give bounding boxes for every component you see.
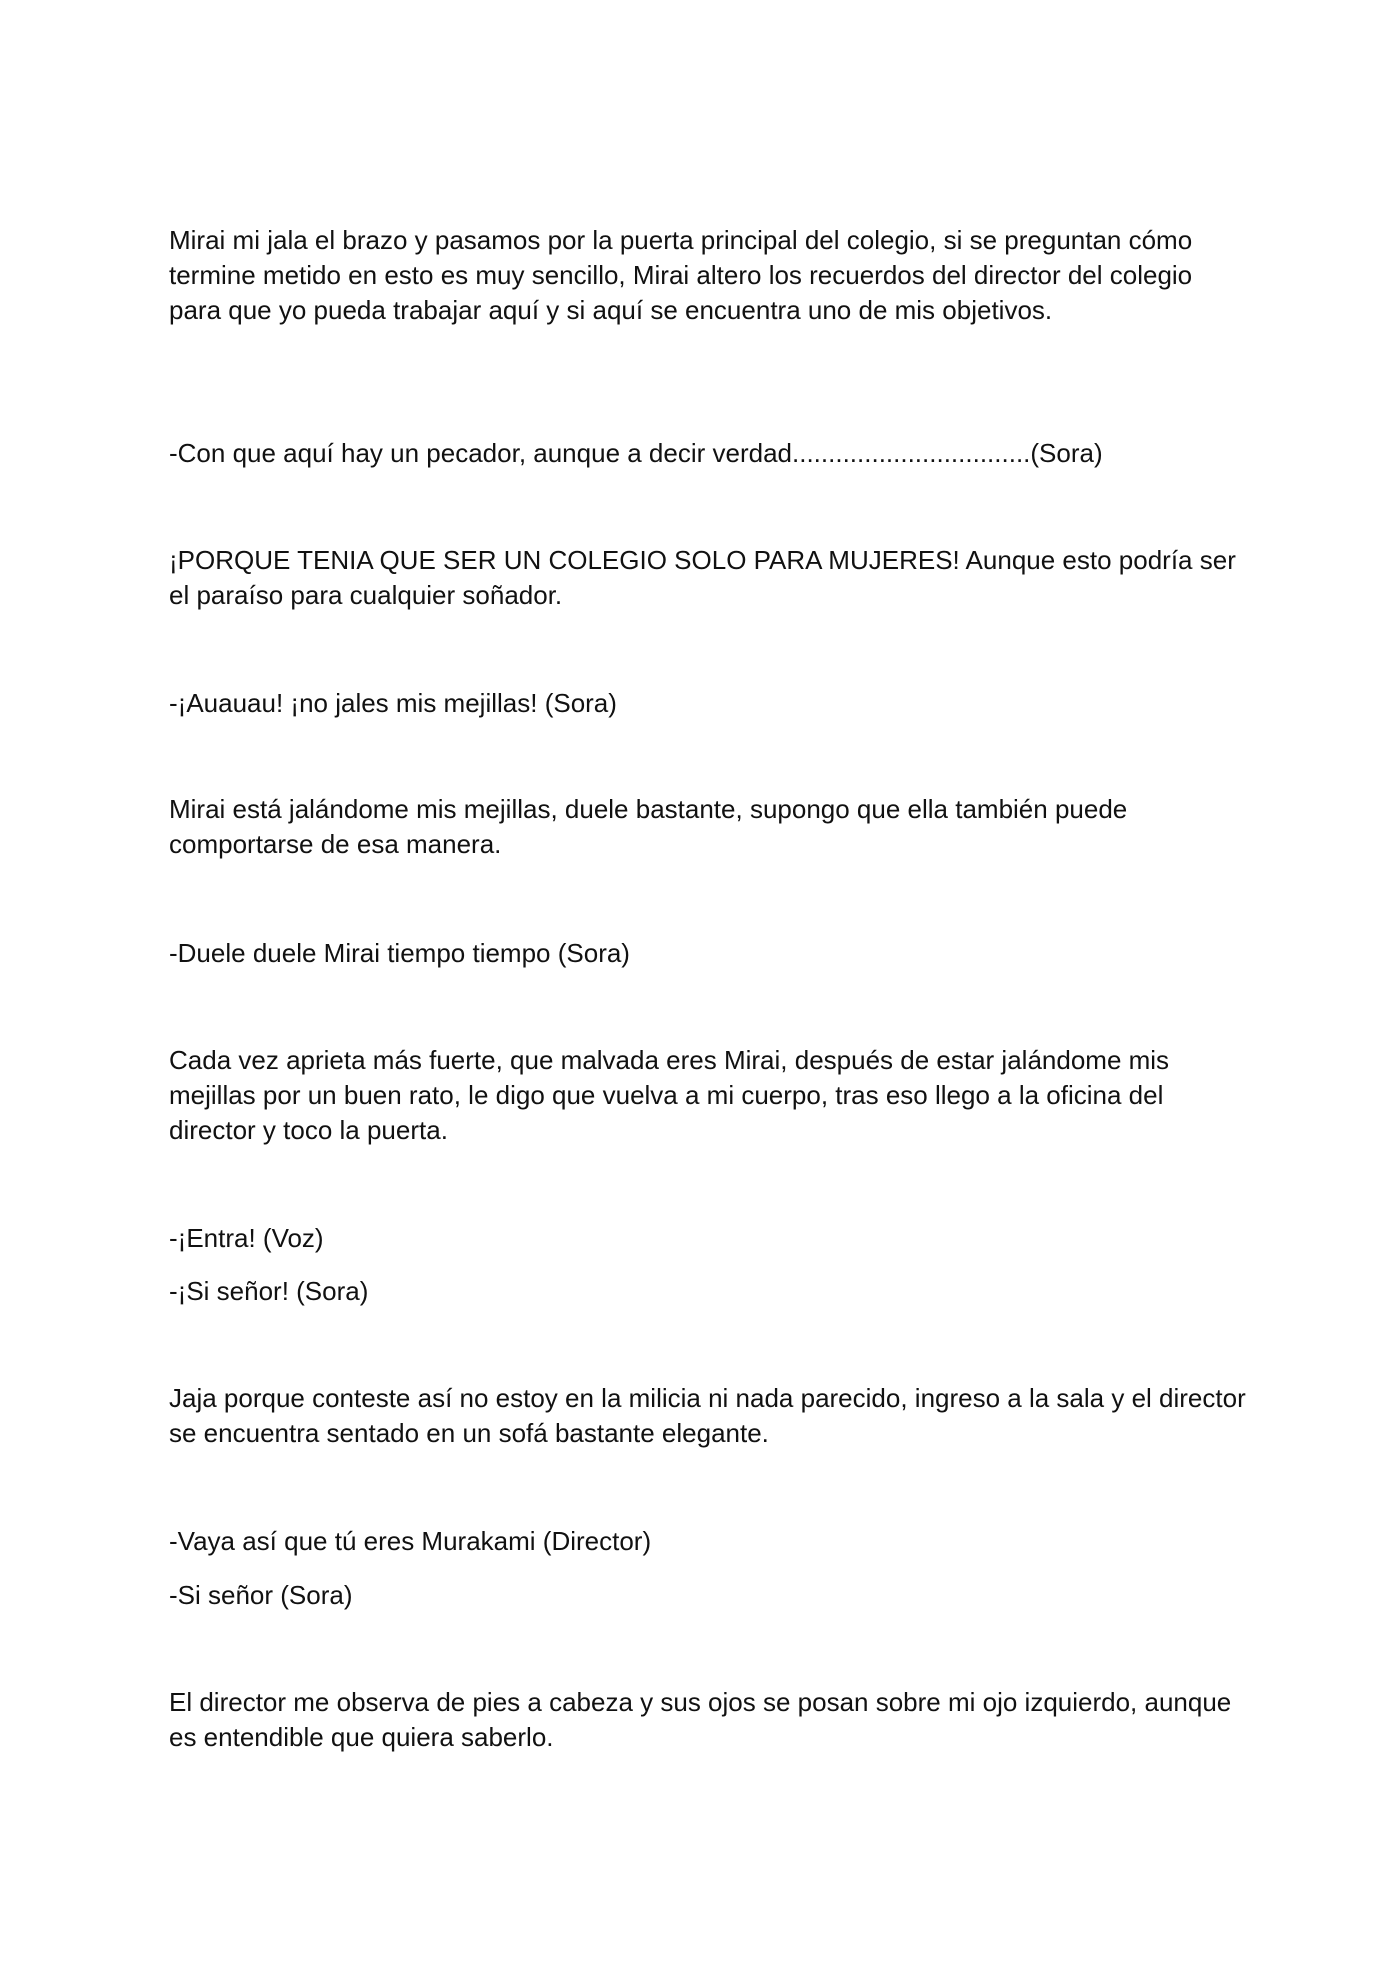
dialogue-line-murakami: -Vaya así que tú eres Murakami (Director)	[169, 1526, 652, 1556]
dialogue-line-si-senor-2: -Si señor (Sora)	[169, 1580, 353, 1610]
dialogue-line-pecador: -Con que aquí hay un pecador, aunque a decir verdad.................................(Sora)	[169, 438, 1103, 468]
dialogue-line-auauau: -¡Auauau! ¡no jales mis mejillas! (Sora)	[169, 688, 617, 718]
paragraph-colegio-mujeres: ¡PORQUE TENIA QUE SER UN COLEGIO SOLO PARA MUJERES! Aunque esto podría ser el paraíso para cualquier soñador.	[169, 545, 1236, 610]
paragraph-intro: Mirai mi jala el brazo y pasamos por la puerta principal del colegio, si se preguntan cómo termine metido en esto es muy sencillo, Mirai altero los recuerdos del director del colegio para que yo pueda trabajar aquí y si aquí se encuentra uno de mis objetivos.	[169, 225, 1193, 325]
paragraph-aprieta: Cada vez aprieta más fuerte, que malvada eres Mirai, después de estar jalándome mis mejillas por un buen rato, le digo que vuelva a mi cuerpo, tras eso llego a la oficina del director y toco la puerta.	[169, 1045, 1170, 1145]
paragraph-director-observa: El director me observa de pies a cabeza y sus ojos se posan sobre mi ojo izquierdo, aunque es entendible que quiera saberlo.	[169, 1687, 1232, 1752]
paragraph-milicia: Jaja porque conteste así no estoy en la milicia ni nada parecido, ingreso a la sala y el director se encuentra sentado en un sofá bastante elegante.	[169, 1383, 1246, 1448]
dialogue-line-si-senor: -¡Si señor! (Sora)	[169, 1276, 369, 1306]
dialogue-line-duele: -Duele duele Mirai tiempo tiempo (Sora)	[169, 938, 630, 968]
paragraph-mejillas: Mirai está jalándome mis mejillas, duele bastante, supongo que ella también puede comportarse de esa manera.	[169, 794, 1128, 859]
dialogue-line-entra: -¡Entra! (Voz)	[169, 1223, 324, 1253]
